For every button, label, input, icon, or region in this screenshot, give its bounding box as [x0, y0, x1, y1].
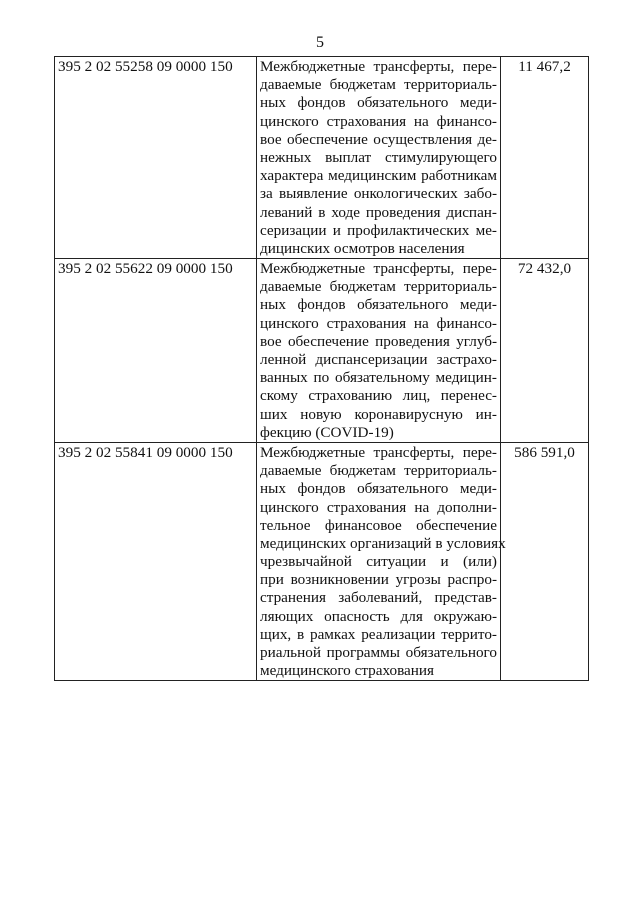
- budget-code-cell: 395 2 02 55622 09 0000 150: [55, 259, 257, 443]
- description-line: даваемые бюджетам территориаль-: [260, 278, 497, 296]
- budget-transfers-table: [54, 56, 589, 681]
- description-line: ляющих опасность для окружаю-: [260, 607, 497, 625]
- description-cell: [257, 259, 501, 443]
- description-line: цинского страхования на дополни-: [260, 498, 497, 516]
- table-row: [55, 442, 589, 680]
- description-line: даваемые бюджетам территориаль-: [260, 462, 497, 480]
- description-cell: [257, 57, 501, 259]
- description-line: риальной программы обязательного: [260, 644, 497, 661]
- description-line: чрезвычайной ситуации и (или): [260, 553, 497, 571]
- description-line: леваний в ходе проведения диспан-: [260, 203, 497, 221]
- description-line: даваемые бюджетам территориаль-: [260, 76, 497, 94]
- description-line: ных фондов обязательного меди-: [260, 296, 497, 314]
- description-line: цинского страхования на финансо-: [260, 112, 497, 130]
- description-line: серизации и профилактических ме-: [260, 221, 497, 239]
- description-line: щих, в рамках реализации террито-: [260, 625, 497, 643]
- description-line: нежных выплат стимулирующего: [260, 148, 497, 166]
- description-line: тельное финансовое обеспечение: [260, 516, 497, 534]
- page-number: 5: [316, 34, 324, 51]
- budget-code-cell: 395 2 02 55841 09 0000 150: [55, 442, 257, 680]
- description-line: фекцию (COVID-19): [260, 423, 394, 441]
- description-cell: [257, 442, 506, 680]
- description-line: вое обеспечение осуществления де-: [260, 130, 497, 148]
- description-line: медицинского страхования: [260, 662, 435, 680]
- description-line: медицинских организаций в условиях: [260, 534, 506, 552]
- description-line: ванных по обязательному медицин-: [260, 369, 497, 387]
- description-line: ных фондов обязательного меди-: [260, 480, 497, 498]
- table-row: [55, 57, 589, 259]
- description-line: ных фондов обязательного меди-: [260, 94, 497, 112]
- description-line: при возникновении угрозы распро-: [260, 571, 497, 589]
- table-row: [55, 259, 589, 443]
- description-line: ленной диспансеризации застрахо-: [260, 351, 497, 368]
- amount-cell: 586 591,0: [501, 442, 589, 680]
- description-line: ших новую коронавирусную ин-: [260, 405, 497, 423]
- amount-cell: 11 467,2: [501, 57, 589, 259]
- description-line: цинского страхования на финансо-: [260, 314, 497, 332]
- description-line: Межбюджетные трансферты, пере-: [260, 443, 497, 461]
- description-line: Межбюджетные трансферты, пере-: [260, 260, 497, 278]
- description-line: дицинских осмотров населения: [260, 239, 465, 257]
- description-line: Межбюджетные трансферты, пере-: [260, 58, 497, 75]
- description-line: странения заболеваний, представ-: [260, 589, 497, 607]
- description-line: вое обеспечение проведения углуб-: [260, 332, 497, 350]
- description-line: скому страхованию лиц, перенес-: [260, 387, 497, 405]
- description-line: характера медицинским работникам: [260, 167, 497, 185]
- description-line: за выявление онкологических забо-: [260, 185, 497, 203]
- amount-cell: 72 432,0: [501, 259, 589, 443]
- budget-code-cell: 395 2 02 55258 09 0000 150: [55, 57, 257, 259]
